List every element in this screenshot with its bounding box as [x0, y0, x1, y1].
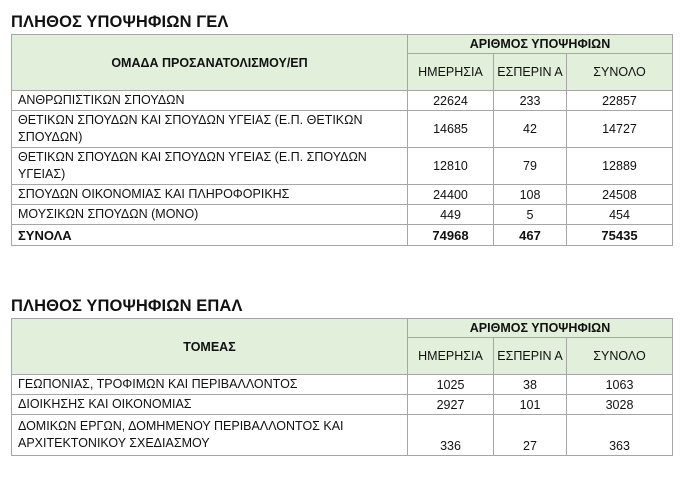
row-evening-value: 27 — [494, 415, 567, 456]
row-day-value: 22624 — [408, 91, 494, 111]
table-row — [12, 111, 673, 148]
row-total-value: 12889 — [567, 148, 673, 185]
epal-group-header: ΤΟΜΕΑΣ — [12, 319, 408, 375]
epal-col-day-header: ΗΜΕΡΗΣΙΑ — [408, 338, 494, 375]
table-row — [12, 185, 673, 205]
gel-group-header: ΟΜΑΔΑ ΠΡΟΣΑΝΑΤΟΛΙΣΜΟΥ/ΕΠ — [12, 35, 408, 91]
epal-col-evening-header: ΕΣΠΕΡΙΝ Α — [494, 338, 567, 375]
totals-row — [12, 225, 673, 246]
row-total-value: 22857 — [567, 91, 673, 111]
row-day-value: 1025 — [408, 375, 494, 395]
row-day-value: 12810 — [408, 148, 494, 185]
epal-candidates-table — [11, 318, 673, 456]
row-label: ΘΕΤΙΚΩΝ ΣΠΟΥΔΩΝ ΚΑΙ ΣΠΟΥΔΩΝ ΥΓΕΙΑΣ (Ε.Π. ΘΕΤΙΚΩΝ ΣΠΟΥΔΩΝ) — [12, 111, 408, 148]
totals-day-value: 74968 — [408, 225, 494, 246]
gel-section-title: ΠΛΗΘΟΣ ΥΠΟΨΗΦΙΩΝ ΓΕΛ — [11, 13, 229, 31]
row-evening-value: 5 — [494, 205, 567, 225]
gel-count-header: ΑΡΙΘΜΟΣ ΥΠΟΨΗΦΙΩΝ — [408, 35, 673, 54]
row-total-value: 3028 — [567, 395, 673, 415]
gel-col-evening-header: ΕΣΠΕΡΙΝ Α — [494, 54, 567, 91]
gel-col-day-header: ΗΜΕΡΗΣΙΑ — [408, 54, 494, 91]
row-day-value: 449 — [408, 205, 494, 225]
row-evening-value: 108 — [494, 185, 567, 205]
row-label: ΑΝΘΡΩΠΙΣΤΙΚΩΝ ΣΠΟΥΔΩΝ — [12, 91, 408, 111]
row-day-value: 336 — [408, 415, 494, 456]
row-evening-value: 233 — [494, 91, 567, 111]
totals-evening-value: 467 — [494, 225, 567, 246]
row-total-value: 1063 — [567, 375, 673, 395]
row-label: ΓΕΩΠΟΝΙΑΣ, ΤΡΟΦΙΜΩΝ ΚΑΙ ΠΕΡΙΒΑΛΛΟΝΤΟΣ — [12, 375, 408, 395]
gel-candidates-table — [11, 34, 673, 246]
row-label: ΣΠΟΥΔΩΝ ΟΙΚΟΝΟΜΙΑΣ ΚΑΙ ΠΛΗΡΟΦΟΡΙΚΗΣ — [12, 185, 408, 205]
row-day-value: 2927 — [408, 395, 494, 415]
table-row — [12, 415, 673, 456]
totals-total-value: 75435 — [567, 225, 673, 246]
epal-section-title: ΠΛΗΘΟΣ ΥΠΟΨΗΦΙΩΝ ΕΠΑΛ — [11, 297, 243, 315]
epal-count-header: ΑΡΙΘΜΟΣ ΥΠΟΨΗΦΙΩΝ — [408, 319, 673, 338]
gel-col-total-header: ΣΥΝΟΛΟ — [567, 54, 673, 91]
row-label: ΔΙΟΙΚΗΣΗΣ ΚΑΙ ΟΙΚΟΝΟΜΙΑΣ — [12, 395, 408, 415]
row-total-value: 454 — [567, 205, 673, 225]
row-label: ΜΟΥΣΙΚΩΝ ΣΠΟΥΔΩΝ (ΜΟΝΟ) — [12, 205, 408, 225]
row-evening-value: 101 — [494, 395, 567, 415]
row-total-value: 363 — [567, 415, 673, 456]
row-evening-value: 38 — [494, 375, 567, 395]
table-row — [12, 375, 673, 395]
row-label: ΔΟΜΙΚΩΝ ΕΡΓΩΝ, ΔΟΜΗΜΕΝΟΥ ΠΕΡΙΒΑΛΛΟΝΤΟΣ ΚΑΙ ΑΡΧΙΤΕΚΤΟΝΙΚΟΥ ΣΧΕΔΙΑΣΜΟΥ — [12, 415, 408, 456]
row-evening-value: 79 — [494, 148, 567, 185]
row-day-value: 24400 — [408, 185, 494, 205]
row-evening-value: 42 — [494, 111, 567, 148]
row-total-value: 14727 — [567, 111, 673, 148]
table-row — [12, 395, 673, 415]
table-row — [12, 205, 673, 225]
table-row — [12, 91, 673, 111]
row-total-value: 24508 — [567, 185, 673, 205]
epal-col-total-header: ΣΥΝΟΛΟ — [567, 338, 673, 375]
table-row — [12, 148, 673, 185]
row-label: ΘΕΤΙΚΩΝ ΣΠΟΥΔΩΝ ΚΑΙ ΣΠΟΥΔΩΝ ΥΓΕΙΑΣ (Ε.Π. ΣΠΟΥΔΩΝ ΥΓΕΙΑΣ) — [12, 148, 408, 185]
totals-label: ΣΥΝΟΛΑ — [12, 225, 408, 246]
row-day-value: 14685 — [408, 111, 494, 148]
